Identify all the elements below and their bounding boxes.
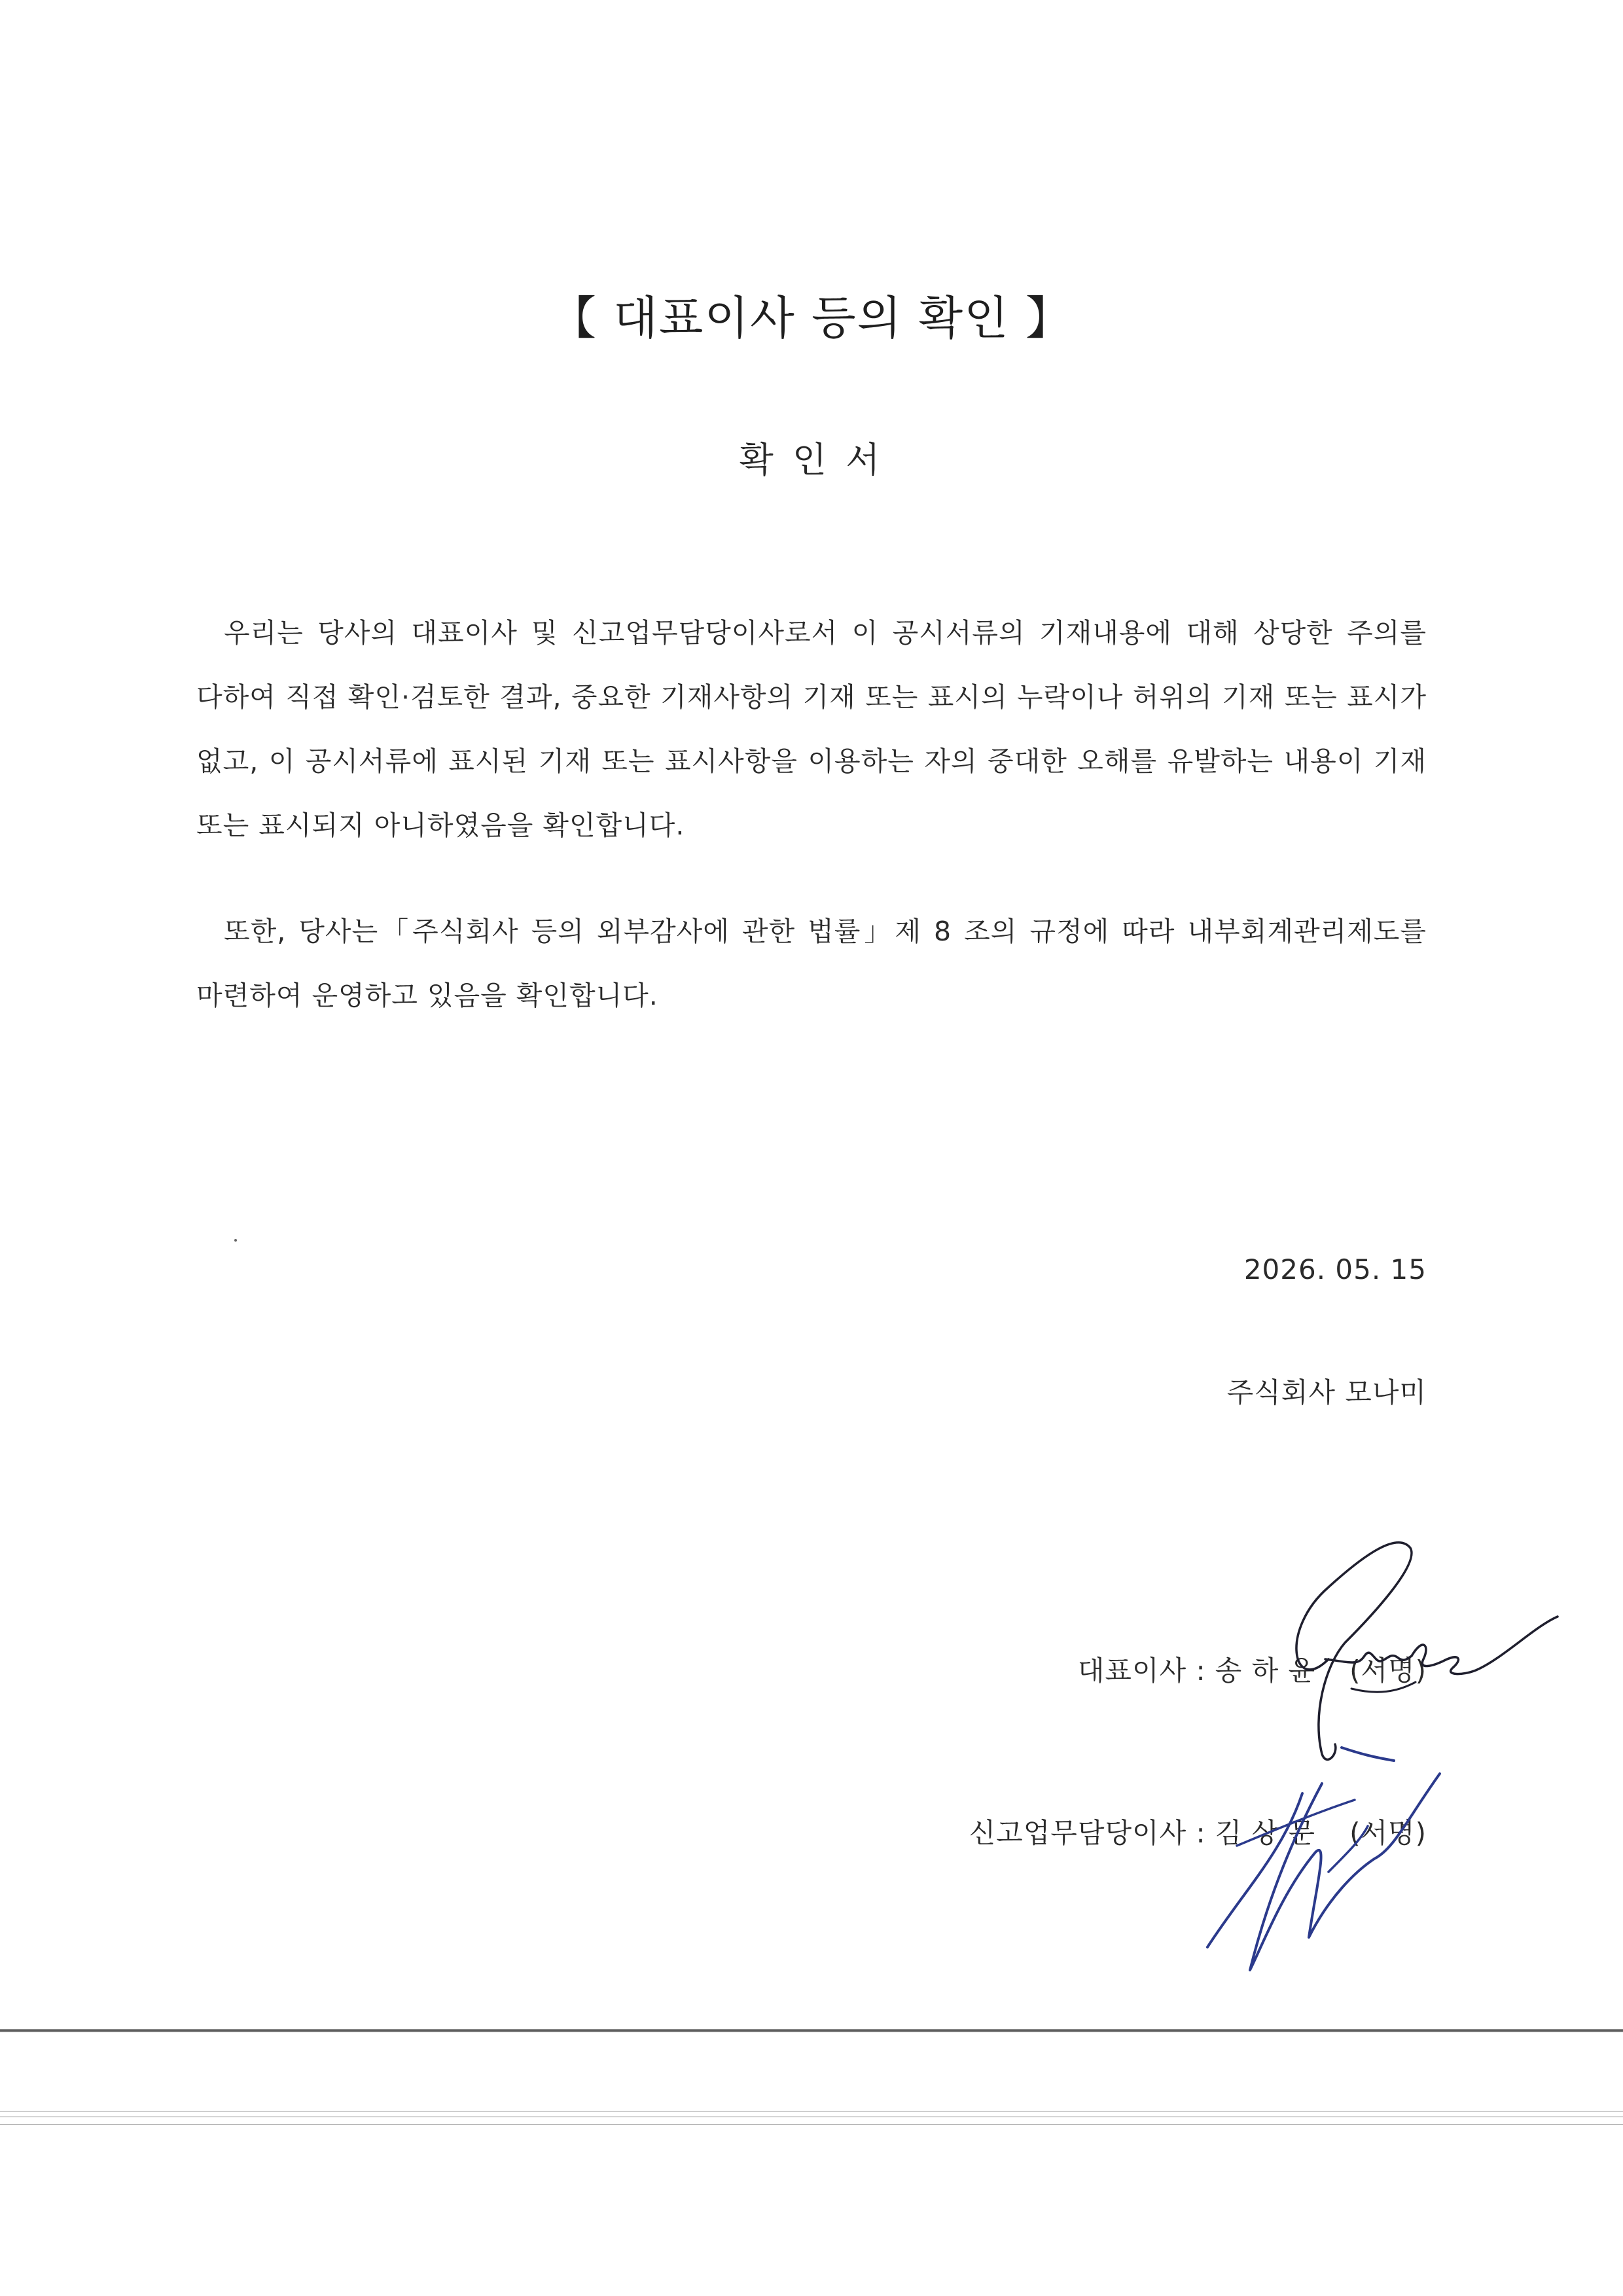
company-name: 주식회사 모나미 <box>1226 1376 1427 1408</box>
page-title: 【 대표이사 등의 확인 】 <box>550 291 1073 345</box>
filing-officer-signature-line <box>969 1812 1427 1851</box>
signer-name: 김 상 문 <box>1215 1817 1316 1849</box>
signer-title: 신고업무담당이사 : <box>969 1817 1206 1849</box>
signature-placeholder: (서명) <box>1349 1817 1427 1849</box>
footer-thin-rule <box>0 2124 1623 2125</box>
scan-speck <box>234 1239 237 1242</box>
footer-thin-rule <box>0 2116 1623 2117</box>
footer-rule <box>0 2029 1623 2032</box>
confirmation-paragraph: 우리는 당사의 대표이사 및 신고업무담당이사로서 이 공시서류의 기재내용에 대해 상당한 주의를 다하여 직접 확인·검토한 결과, 중요한 기재사항의 기재 또는 표시의 누락이나 허위의 기재 또는 표시가 없고, 이 공시서류에 표시된 기재 또는 표시사항을 이용하는 자의 중대한 오해를 유발하는 내용이 기재 또는 표시되지 아니하였음을 확인합니다. <box>196 617 1427 841</box>
signer-name: 송 하 윤 <box>1215 1655 1316 1687</box>
document-subtitle: 확 인 서 <box>739 439 884 480</box>
signer-title: 대표이사 : <box>1077 1655 1206 1687</box>
signature-placeholder: (서명) <box>1349 1655 1427 1687</box>
footer-thin-rule <box>0 2111 1623 2112</box>
document-date: 2026. 05. 15 <box>1243 1253 1427 1285</box>
internal-control-paragraph: 또한, 당사는「주식회사 등의 외부감사에 관한 법률」제 8 조의 규정에 따라 내부회계관리제도를 마련하여 운영하고 있음을 확인합니다. <box>196 916 1427 1011</box>
ceo-signature-line <box>1078 1649 1427 1689</box>
